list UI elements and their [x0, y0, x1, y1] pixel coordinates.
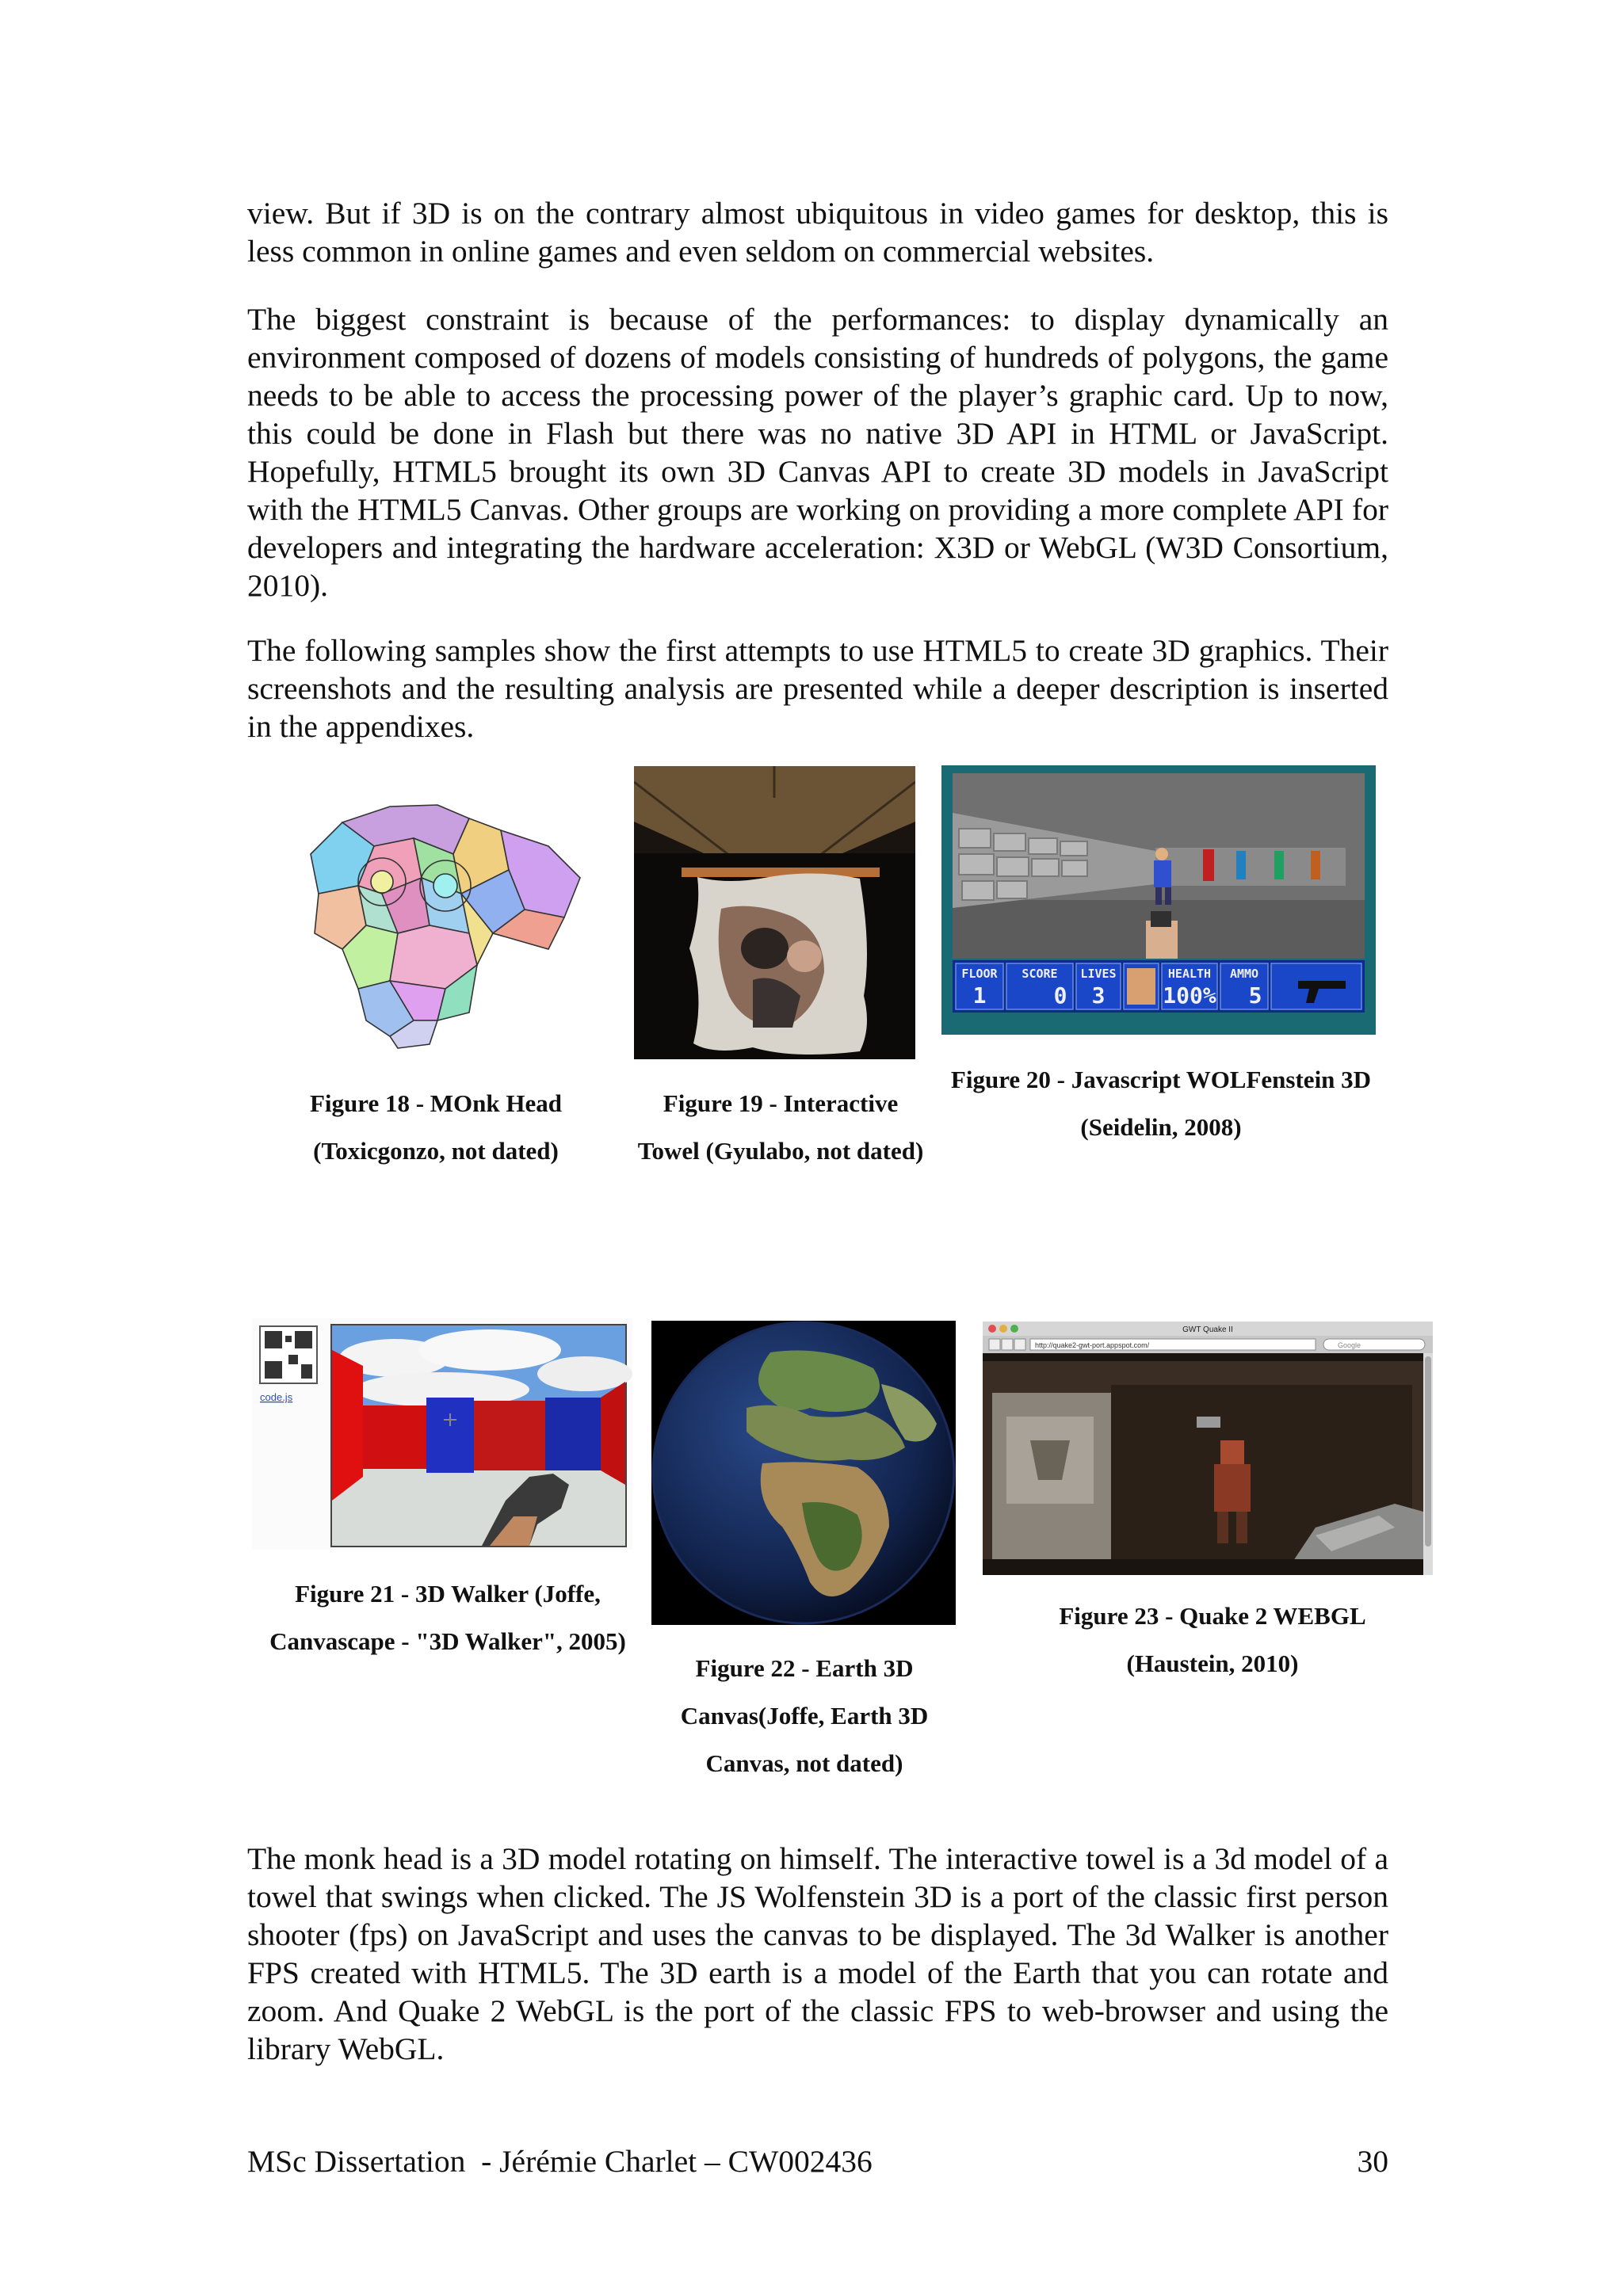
- paragraph-3: The following samples show the first attempts to use HTML5 to create 3D graphics. Their screenshots and the resulting analysis are presented while a deeper description is inserted in the appendixes.: [247, 633, 1388, 744]
- figure-21-image: [252, 1318, 632, 1550]
- figure-20-caption: Figure 20 - Javascript WOLFenstein 3D (Seidelin, 2008): [950, 1066, 1372, 1141]
- page-number: 30: [1357, 2144, 1388, 2179]
- hud-floor-value: 1: [972, 982, 987, 1009]
- earth-globe-illustration: [651, 1321, 956, 1625]
- hud-lives-label: LIVES: [1080, 967, 1117, 981]
- hud-lives-value: 3: [1091, 982, 1106, 1009]
- figure-18-caption: Figure 18 - MOnk Head (Toxicgonzo, not dated): [309, 1089, 563, 1165]
- figure-19-image: [634, 766, 915, 1059]
- back-button[interactable]: [989, 1339, 1000, 1350]
- figure-23-caption: Figure 23 - Quake 2 WEBGL (Haustein, 2010): [1059, 1602, 1366, 1677]
- figure-23-image: [983, 1322, 1433, 1575]
- figure-18-image: [295, 783, 590, 1056]
- wolfenstein-game-screen: [941, 765, 1376, 1035]
- url-text: http://quake2-gwt-port.appspot.com/: [1035, 1341, 1150, 1349]
- hud-ammo-label: AMMO: [1229, 967, 1259, 981]
- interactive-towel-illustration: [634, 766, 915, 1059]
- hud-score-label: SCORE: [1022, 967, 1058, 981]
- forward-button[interactable]: [1002, 1339, 1013, 1350]
- figure-19-caption: Figure 19 - Interactive Towel (Gyulabo, not dated): [637, 1089, 924, 1165]
- figure-22-caption: Figure 22 - Earth 3D Canvas(Joffe, Earth 3D Canvas, not dated): [680, 1654, 929, 1777]
- monk-head-illustration: [295, 783, 590, 1056]
- search-placeholder: Google: [1338, 1341, 1361, 1349]
- footer-author: MSc Dissertation - Jérémie Charlet – CW002436: [247, 2144, 873, 2179]
- hud-health-label: HEALTH: [1167, 967, 1212, 981]
- figure-21-caption: Figure 21 - 3D Walker (Joffe, Canvascape - "3D Walker", 2005): [269, 1580, 626, 1655]
- scrollbar-thumb[interactable]: [1425, 1356, 1431, 1547]
- hud-health-value: 100%: [1163, 982, 1216, 1009]
- hud-ammo-value: 5: [1248, 982, 1262, 1009]
- window-zoom-icon[interactable]: [1010, 1325, 1018, 1333]
- player-face-icon: [1127, 968, 1155, 1005]
- quake2-browser-window: [983, 1322, 1433, 1575]
- window-minimize-icon[interactable]: [999, 1325, 1007, 1333]
- paragraph-1: view. But if 3D is on the contrary almost ubiquitous in video games for desktop, this is less common in online games and even seldom on commercial websites.: [247, 196, 1388, 269]
- window-close-icon[interactable]: [988, 1325, 996, 1333]
- paragraph-4: The monk head is a 3D model rotating on himself. The interactive towel is a 3d model of a towel that swings when clicked. The JS Wolfenstein 3D is a port of the classic first person shooter (fps) on JavaScript and uses the canvas to be displayed. The 3d Walker is another FPS created with HTML5. The 3D earth is a model of the Earth that you can rotate and zoom. And Quake 2 WebGL is the port of the classic FPS to web-browser and using the library WebGL.: [247, 1841, 1388, 2066]
- qr-code-icon: [260, 1326, 317, 1383]
- paragraph-2: The biggest constraint is because of the performances: to display dynamically an environment composed of dozens of models consisting of hundreds of polygons, the game needs to be able to access the processing power of the player’s graphic card. Up to now, this could be done in Flash but there was no native 3D API in HTML or JavaScript. Hopefully, HTML5 brought its own 3D Canvas API to create 3D models in JavaScript with the HTML5 Canvas. Other groups are working on providing a more complete API for developers and integrating the hardware acceleration: X3D or WebGL (W3D Consortium, 2010).: [247, 302, 1388, 603]
- reload-button[interactable]: [1014, 1339, 1025, 1350]
- figure-22-image: [651, 1321, 956, 1625]
- hud-score-value: 0: [1053, 982, 1067, 1009]
- hud-floor-label: FLOOR: [961, 967, 998, 981]
- figure-20-image: [941, 765, 1376, 1035]
- 3d-walker-game-screen: [252, 1318, 632, 1550]
- window-title: GWT Quake II: [1182, 1325, 1233, 1334]
- code-js-link[interactable]: code.js: [260, 1391, 293, 1403]
